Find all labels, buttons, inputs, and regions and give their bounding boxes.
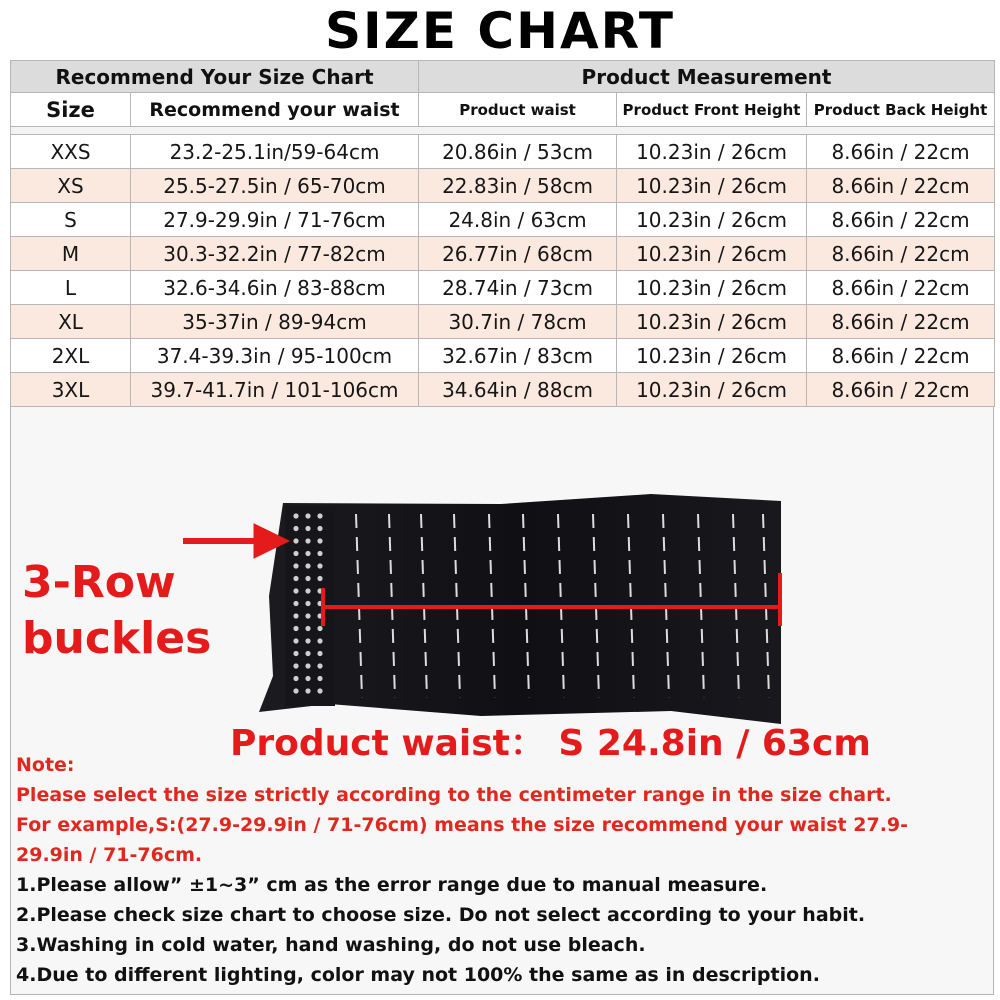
group-header-product: Product Measurement <box>419 61 995 93</box>
note-red-line: 29.9in / 71-76cm. <box>16 844 203 866</box>
hook-eye <box>305 626 310 631</box>
hook-eye <box>305 538 310 543</box>
table-row <box>11 135 995 169</box>
cell-size: XL <box>11 305 131 339</box>
cell-back-height: 8.66in / 22cm <box>807 237 995 271</box>
cell-back-height: 8.66in / 22cm <box>807 305 995 339</box>
note-red-line: Please select the size strictly according to the centimeter range in the size chart. <box>16 784 892 806</box>
hook-eye <box>293 626 298 631</box>
cell-recommend-waist: 35-37in / 89-94cm <box>131 305 419 339</box>
hook-eye-rows <box>293 513 322 693</box>
cell-back-height: 8.66in / 22cm <box>807 339 995 373</box>
note-heading: Note: <box>16 754 75 776</box>
hook-eye <box>305 551 310 556</box>
cell-product-waist: 32.67in / 83cm <box>419 339 617 373</box>
column-header-recommend-waist: Recommend your waist <box>131 93 419 127</box>
cell-front-height: 10.23in / 26cm <box>617 237 807 271</box>
table-row <box>11 169 995 203</box>
table-row <box>11 203 995 237</box>
hook-eye <box>305 576 310 581</box>
cell-product-waist: 34.64in / 88cm <box>419 373 617 407</box>
note-item: 2.Please check size chart to choose size. Do not select according to your habit. <box>16 904 866 926</box>
hook-eye <box>317 663 322 668</box>
buckles-label-line1: 3-Row <box>22 557 176 608</box>
cell-size: S <box>11 203 131 237</box>
hook-eye <box>305 613 310 618</box>
hook-eye <box>317 651 322 656</box>
column-header-product-waist: Product waist <box>419 93 617 127</box>
cell-size: M <box>11 237 131 271</box>
buckles-label <box>22 555 232 667</box>
cell-product-waist: 30.7in / 78cm <box>419 305 617 339</box>
buckle-arrow <box>183 524 289 558</box>
note-item: 3.Washing in cold water, hand washing, do not use bleach. <box>16 934 646 956</box>
cell-product-waist: 26.77in / 68cm <box>419 237 617 271</box>
hook-eye <box>293 551 298 556</box>
hook-eye <box>317 526 322 531</box>
cell-recommend-waist: 37.4-39.3in / 95-100cm <box>131 339 419 373</box>
cell-back-height: 8.66in / 22cm <box>807 271 995 305</box>
hook-eye <box>305 651 310 656</box>
hook-eye <box>317 638 322 643</box>
page-title: SIZE CHART <box>324 2 676 60</box>
hook-eye <box>317 576 322 581</box>
column-header-front-height: Product Front Height <box>617 93 807 127</box>
cell-front-height: 10.23in / 26cm <box>617 339 807 373</box>
cell-back-height: 8.66in / 22cm <box>807 373 995 407</box>
cell-product-waist: 20.86in / 53cm <box>419 135 617 169</box>
cell-size: 3XL <box>11 373 131 407</box>
group-header-row <box>11 61 995 93</box>
cell-size: 2XL <box>11 339 131 373</box>
cell-recommend-waist: 23.2-25.1in/59-64cm <box>131 135 419 169</box>
note-red-line: For example,S:(27.9-29.9in / 71-76cm) means the size recommend your waist 27.9- <box>16 814 909 836</box>
hook-eye <box>305 601 310 606</box>
hook-eye <box>305 526 310 531</box>
cell-size: XS <box>11 169 131 203</box>
table-body <box>11 135 995 407</box>
table-row <box>11 271 995 305</box>
cell-front-height: 10.23in / 26cm <box>617 169 807 203</box>
hook-eye <box>317 626 322 631</box>
cell-back-height: 8.66in / 22cm <box>807 169 995 203</box>
hook-eye <box>305 513 310 518</box>
hook-eye <box>317 676 322 681</box>
cell-product-waist: 22.83in / 58cm <box>419 169 617 203</box>
note-item: 1.Please allow” ±1~3” cm as the error range due to manual measure. <box>16 874 768 896</box>
table-row <box>11 373 995 407</box>
cell-front-height: 10.23in / 26cm <box>617 135 807 169</box>
hook-eye <box>317 538 322 543</box>
hook-eye <box>293 513 298 518</box>
hook-eye <box>293 588 298 593</box>
cell-back-height: 8.66in / 22cm <box>807 203 995 237</box>
header-spacer <box>11 127 995 135</box>
size-chart-table <box>10 60 995 407</box>
group-header-recommend: Recommend Your Size Chart <box>11 61 419 93</box>
cell-front-height: 10.23in / 26cm <box>617 305 807 339</box>
column-header-row <box>11 93 995 127</box>
hook-eye <box>305 676 310 681</box>
cell-recommend-waist: 27.9-29.9in / 71-76cm <box>131 203 419 237</box>
cell-front-height: 10.23in / 26cm <box>617 373 807 407</box>
cell-recommend-waist: 32.6-34.6in / 83-88cm <box>131 271 419 305</box>
cell-recommend-waist: 25.5-27.5in / 65-70cm <box>131 169 419 203</box>
table-row <box>11 237 995 271</box>
table-row <box>11 339 995 373</box>
cell-size: XXS <box>11 135 131 169</box>
hook-eye <box>293 538 298 543</box>
buckles-label-line2: buckles <box>22 613 212 664</box>
product-waist-caption: Product waist： S 24.8in / 63cm <box>230 723 871 764</box>
hook-eye <box>293 663 298 668</box>
hook-eye <box>305 663 310 668</box>
hook-eye <box>317 563 322 568</box>
hook-eye <box>293 688 298 693</box>
note-item: 4.Due to different lighting, color may not 100% the same as in description. <box>16 964 820 986</box>
column-header-size: Size <box>11 93 131 127</box>
hook-eye <box>293 613 298 618</box>
hook-eye <box>293 651 298 656</box>
cell-back-height: 8.66in / 22cm <box>807 135 995 169</box>
hook-eye <box>293 601 298 606</box>
cell-product-waist: 28.74in / 73cm <box>419 271 617 305</box>
cell-size: L <box>11 271 131 305</box>
hook-eye <box>305 588 310 593</box>
hook-eye <box>293 676 298 681</box>
hook-eye <box>317 551 322 556</box>
hook-eye <box>293 563 298 568</box>
cell-product-waist: 24.8in / 63cm <box>419 203 617 237</box>
hook-eye <box>317 688 322 693</box>
column-header-back-height: Product Back Height <box>807 93 995 127</box>
hook-eye <box>317 513 322 518</box>
cell-recommend-waist: 30.3-32.2in / 77-82cm <box>131 237 419 271</box>
cell-front-height: 10.23in / 26cm <box>617 271 807 305</box>
hook-eye <box>305 563 310 568</box>
hook-eye <box>293 638 298 643</box>
hook-eye <box>305 688 310 693</box>
notes-section <box>16 750 986 990</box>
hook-eye <box>293 526 298 531</box>
hook-eye <box>305 638 310 643</box>
hook-eye <box>293 576 298 581</box>
cell-front-height: 10.23in / 26cm <box>617 203 807 237</box>
table-row <box>11 305 995 339</box>
cell-recommend-waist: 39.7-41.7in / 101-106cm <box>131 373 419 407</box>
